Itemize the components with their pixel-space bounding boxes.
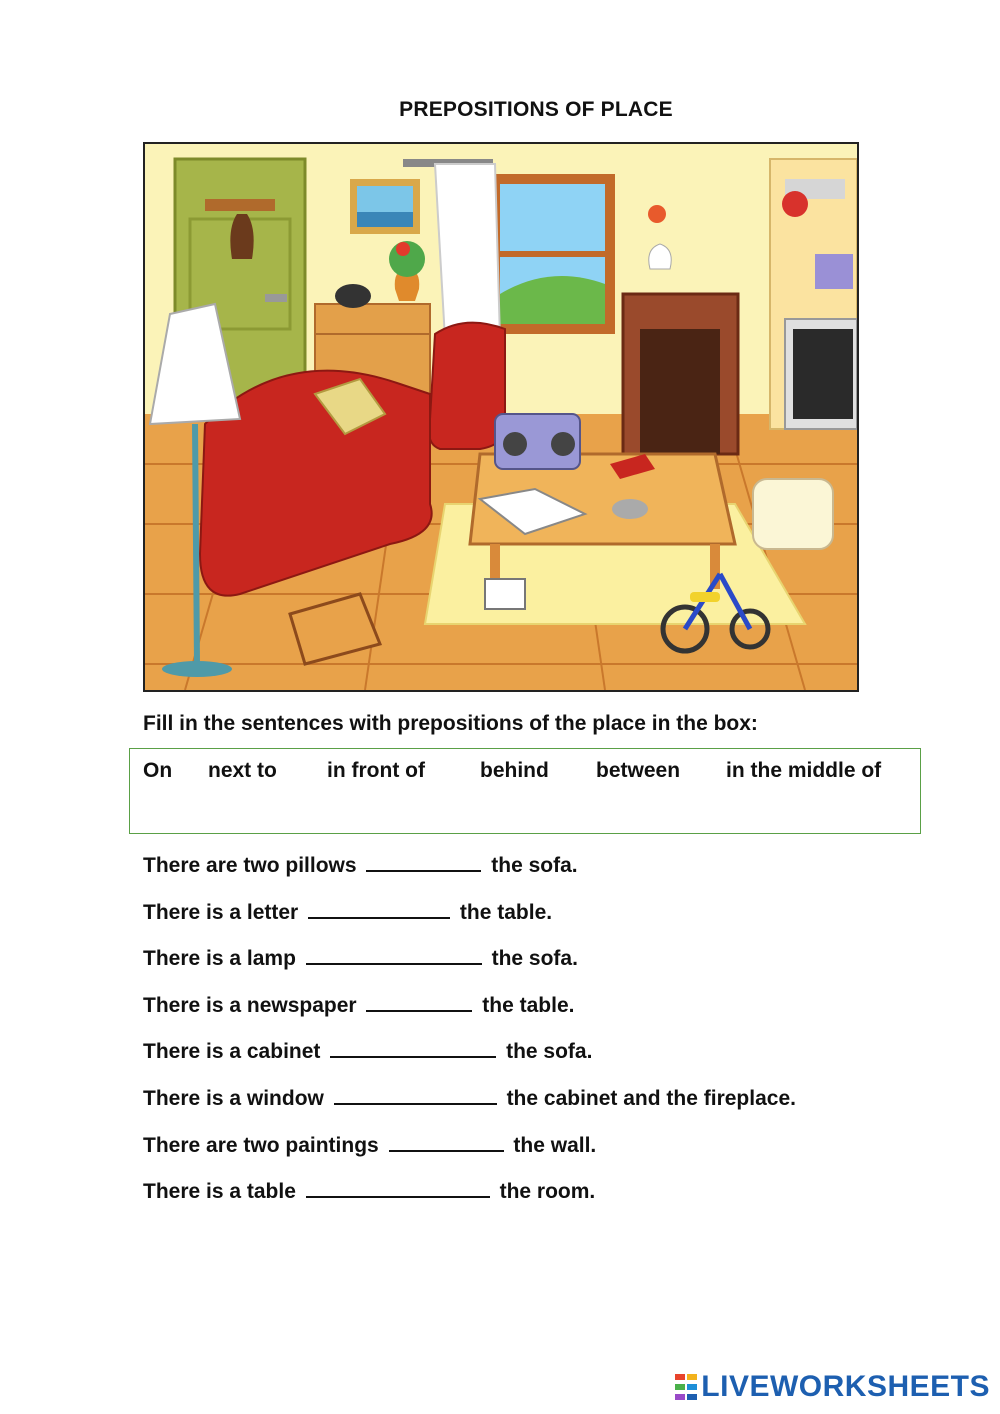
sentence-end: the table. [459,900,553,924]
answer-blank[interactable] [334,1083,497,1105]
sentence-row [143,1130,796,1177]
sentence-row [143,1036,796,1083]
sentence-row [143,1176,796,1223]
sentence-start: There is a letter [143,900,299,924]
word-option: On [143,759,173,782]
sentence-start: There is a cabinet [143,1040,321,1064]
word-option: next to [208,759,277,782]
sentence-end: the wall. [513,1133,597,1157]
living-room-illustration [143,142,859,692]
sentence-end: the room. [499,1180,596,1204]
sentence-start: There are two pillows [143,854,357,877]
sentence-row [143,850,796,897]
worksheet-title: PREPOSITIONS OF PLACE [399,98,673,121]
sentence-end: the sofa. [491,854,578,877]
word-option: between [596,759,681,782]
sentence-end: the cabinet and the fireplace. [506,1086,796,1110]
sentence-start: There are two paintings [143,1133,379,1157]
sentence-end: the sofa. [491,947,578,971]
answer-blank[interactable] [306,1176,490,1198]
sentence-start: There is a newspaper [143,993,357,1017]
sentence-end: the table. [482,993,575,1017]
instructions: Fill in the sentences with prepositions of the place in the box: [143,712,758,735]
sentence-row [143,990,796,1037]
word-option: in the middle of [726,759,882,782]
answer-blank[interactable] [330,1036,496,1058]
brand-name: LIVEWORKSHEETS [701,1370,990,1403]
word-box [129,748,921,834]
sentence-start: There is a lamp [143,947,296,971]
answer-blank[interactable] [389,1130,504,1152]
liveworksheets-logo-icon [675,1374,697,1400]
sentence-list [143,850,796,1223]
answer-blank[interactable] [366,990,472,1012]
sentence-start: There is a window [143,1086,324,1110]
word-option: in front of [327,759,425,782]
sentence-row [143,1083,796,1130]
answer-blank[interactable] [306,943,482,965]
answer-blank[interactable] [308,897,450,919]
word-option: behind [480,759,549,782]
answer-blank[interactable] [366,850,481,872]
sentence-start: There is a table [143,1180,296,1204]
sentence-end: the sofa. [506,1040,593,1064]
sentence-row [143,897,796,944]
brand-watermark [675,1370,990,1404]
sentence-row [143,943,796,990]
